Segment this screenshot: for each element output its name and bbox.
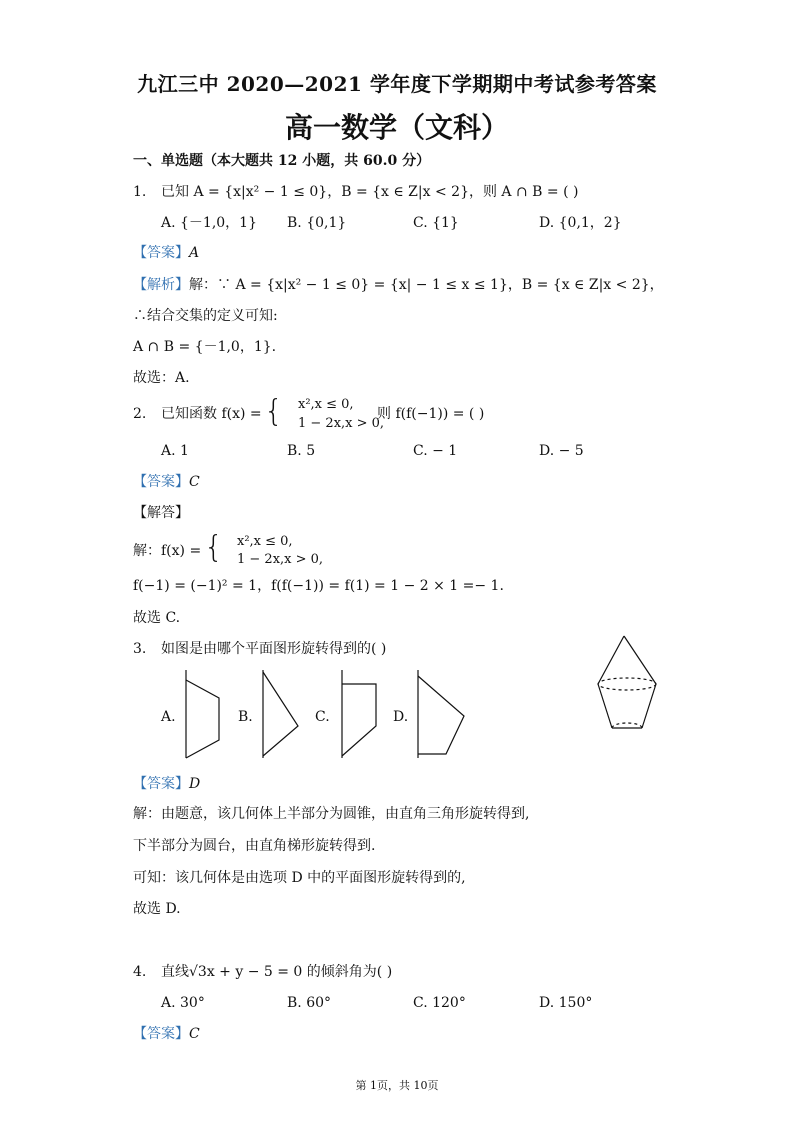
q3-answer <box>133 775 200 793</box>
question-1-stem: 已知 A = {x|x² − 1 ≤ 0}，B = {x ∈ Z|x < 2}，则 A ∩ B = ( ) <box>161 184 579 200</box>
question-2-number: 2. <box>133 406 147 422</box>
answer-value: C <box>189 1026 200 1042</box>
question-2-stem-prefix: 已知函数 f(x) = <box>161 406 262 422</box>
q2-case-2: 1 − 2x,x > 0, <box>298 416 385 431</box>
question-1-number: 1. <box>133 184 147 200</box>
q1-line-4: 故选：A. <box>133 370 190 386</box>
question-2-stem-suffix: 则 f(f(−1)) = ( ) <box>377 406 485 422</box>
q3-option-d-label: D. <box>393 709 409 725</box>
answer-value: D <box>189 776 201 792</box>
q3-option-c-figure <box>336 668 386 762</box>
q2-option-d: D. − 5 <box>539 443 584 459</box>
q3-solution-3: 可知：该几何体是由选项 D 中的平面图形旋转得到的, <box>133 870 466 886</box>
q3-option-a-label: A. <box>161 709 176 725</box>
q2-solution-tag: 【解答】 <box>133 505 189 521</box>
q4-option-b: B. 60° <box>287 995 332 1011</box>
question-4-number: 4. <box>133 964 147 980</box>
q3-option-b-figure <box>259 668 309 762</box>
q3-solution-1: 解：由题意，该几何体上半部分为圆锥，由直角三角形旋转得到, <box>133 806 530 822</box>
q3-solid-figure <box>590 632 670 742</box>
q2-conclusion: 故选 C. <box>133 610 181 626</box>
q1-analysis <box>133 276 664 294</box>
q2-brace: { <box>264 394 284 429</box>
q1-option-d: D. {0,1，2} <box>539 215 622 231</box>
q3-option-c-label: C. <box>315 709 330 725</box>
question-4-stem: 直线√3x + y − 5 = 0 的倾斜角为( ) <box>161 964 393 980</box>
q1-answer <box>133 244 199 262</box>
q2-solution-case-2: 1 − 2x,x > 0, <box>237 552 324 567</box>
q4-answer <box>133 1025 200 1043</box>
q2-option-b: B. 5 <box>287 443 316 459</box>
q1-line-3: A ∩ B = {－1,0，1}. <box>133 339 277 355</box>
q1-line-2: ∴结合交集的定义可知: <box>133 308 278 324</box>
answer-tag: 【答案】 <box>133 474 189 490</box>
answer-value: A <box>189 245 200 261</box>
q4-option-a: A. 30° <box>161 995 205 1011</box>
page-subtitle: 高一数学（文科） <box>284 111 509 144</box>
answer-tag: 【答案】 <box>133 776 189 792</box>
page-title: 九江三中 2020—2021 学年度下学期期中考试参考答案 <box>137 72 657 96</box>
q2-solution-prefix: 解：f(x) = <box>133 543 202 559</box>
q2-answer <box>133 473 200 491</box>
q3-solution-2: 下半部分为圆台，由直角梯形旋转得到. <box>133 838 376 854</box>
q4-option-c: C. 120° <box>413 995 466 1011</box>
question-3-number: 3. <box>133 641 147 657</box>
q2-solution-case-1: x²,x ≤ 0, <box>237 534 293 549</box>
q3-option-a-figure <box>180 668 230 762</box>
q3-option-b-label: B. <box>238 709 253 725</box>
analysis-tag: 【解析】 <box>133 277 189 293</box>
q2-solution-line: f(−1) = (−1)² = 1，f(f(−1)) = f(1) = 1 − 2 × 1 =− 1. <box>133 578 504 594</box>
q1-option-b: B. {0,1} <box>287 215 347 231</box>
q2-case-1: x²,x ≤ 0, <box>298 397 354 412</box>
q2-option-c: C. − 1 <box>413 443 458 459</box>
page-footer: 第 1页，共 10页 <box>355 1079 439 1092</box>
answer-tag: 【答案】 <box>133 1026 189 1042</box>
answer-value: C <box>189 474 200 490</box>
analysis-text: 解：∵ A = {x|x² − 1 ≤ 0} = {x| − 1 ≤ x ≤ 1}，B = {x ∈ Z|x < 2}， <box>189 277 664 293</box>
answer-tag: 【答案】 <box>133 245 189 261</box>
q1-option-a: A. {－1,0，1} <box>161 215 257 231</box>
q3-solution-4: 故选 D. <box>133 901 181 917</box>
section-heading: 一、单选题（本大题共 12 小题，共 60.0 分） <box>133 153 431 169</box>
q1-option-c: C. {1} <box>413 215 459 231</box>
q3-option-d-figure <box>413 668 473 762</box>
q4-option-d: D. 150° <box>539 995 593 1011</box>
question-3-stem: 如图是由哪个平面图形旋转得到的( ) <box>161 641 387 657</box>
q2-solution-brace: { <box>204 530 224 565</box>
q2-option-a: A. 1 <box>161 443 189 459</box>
